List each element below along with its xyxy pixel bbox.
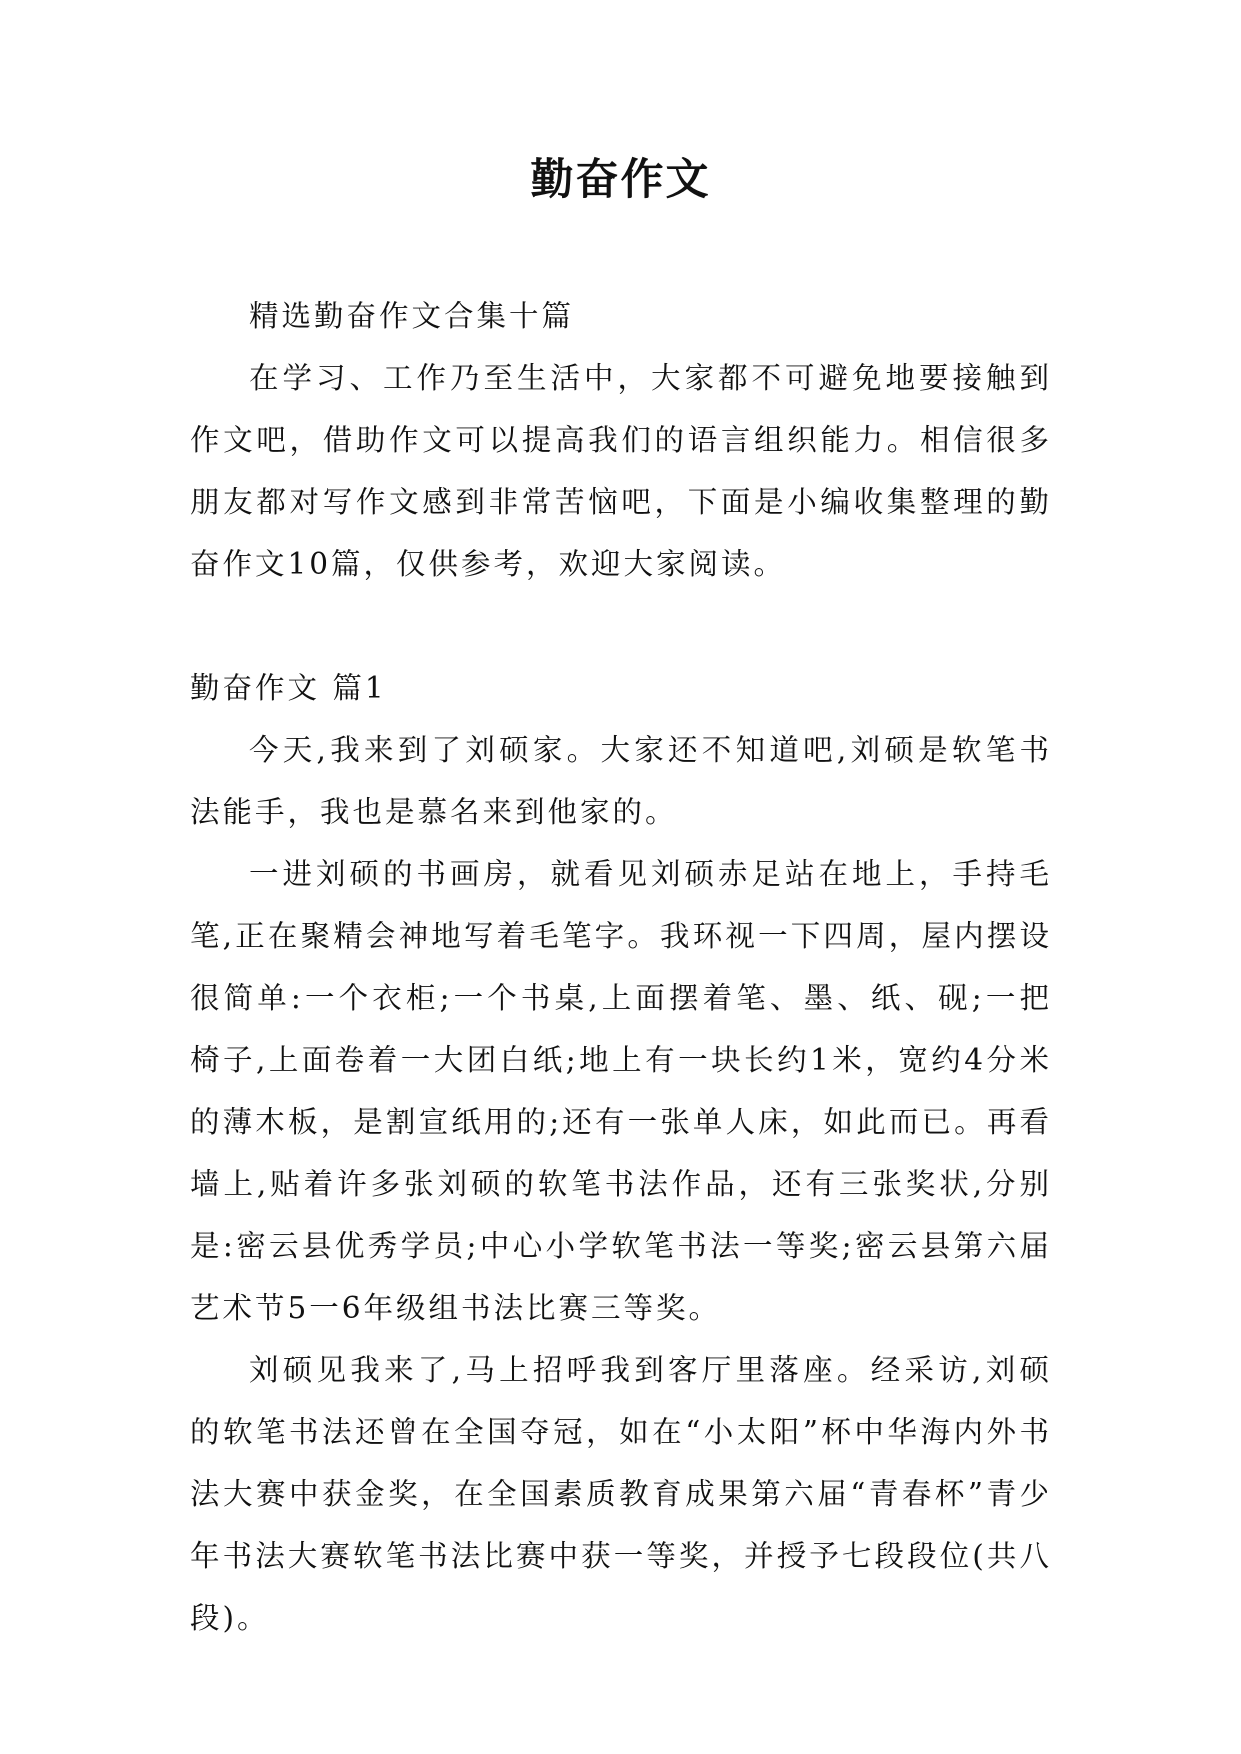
body-paragraph-2: 一进刘硕的书画房，就看见刘硕赤足站在地上，手持毛笔,正在聚精会神地写着毛笔字。我环视一下四周，屋内摆设很简单:一个衣柜;一个书桌,上面摆着笔、墨、纸、砚;一把椅子,上面卷着一大团白纸;地上有一块长约1米，宽约4分米的薄木板，是割宣纸用的;还有一张单人床，如此而已。再看墙上,贴着许多张刘硕的软笔书法作品，还有三张奖状,分别是:密云县优秀学员;中心小学软笔书法一等奖;密云县第六届艺术节5一6年级组书法比赛三等奖。 xyxy=(190,857,1052,1325)
intro-paragraph: 在学习、工作乃至生活中，大家都不可避免地要接触到作文吧，借助作文可以提高我们的语言组织能力。相信很多朋友都对写作文感到非常苦恼吧，下面是小编收集整理的勤奋作文10篇，仅供参考，欢迎大家阅读。 xyxy=(190,361,1052,581)
body-paragraph-1: 今天,我来到了刘硕家。大家还不知道吧,刘硕是软笔书法能手，我也是慕名来到他家的。 xyxy=(190,733,1052,829)
section-spacer xyxy=(190,595,1052,657)
section-heading: 勤奋作文 篇1 xyxy=(190,671,387,705)
document-title: 勤奋作文 xyxy=(530,155,711,205)
intro-heading: 精选勤奋作文合集十篇 xyxy=(249,299,575,333)
body-paragraph-3: 刘硕见我来了,马上招呼我到客厅里落座。经采访,刘硕的软笔书法还曾在全国夺冠，如在“小太阳”杯中华海内外书法大赛中获金奖，在全国素质教育成果第六届“青春杯”青少年书法大赛软笔书法比赛中获一等奖，并授予七段段位(共八段)。 xyxy=(190,1353,1052,1635)
document-body xyxy=(190,285,1052,1649)
